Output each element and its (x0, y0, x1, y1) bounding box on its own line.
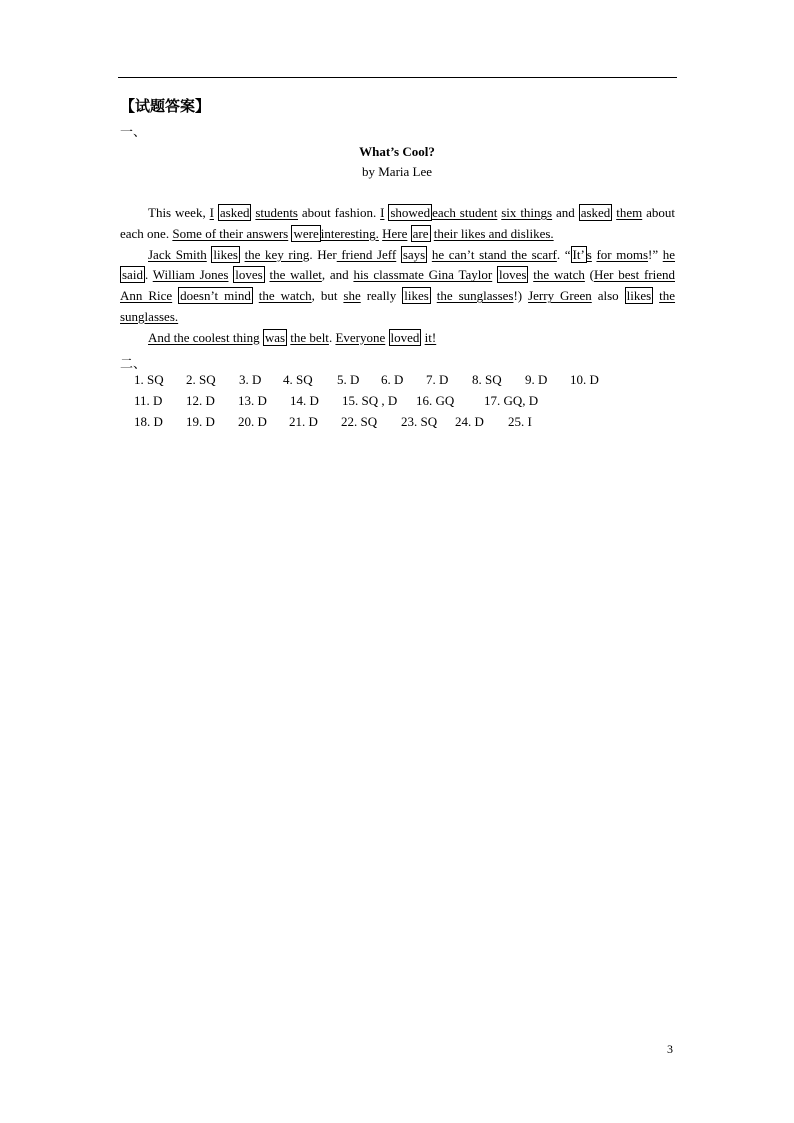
passage-title: What’s Cool? (359, 144, 435, 159)
answer-item: 15. SQ , D (342, 392, 398, 408)
answer-row (134, 412, 599, 433)
section-one-label: 一、 (120, 124, 147, 139)
boxed-word: doesn’t mind (180, 288, 251, 304)
answer-item: 6. D (381, 372, 404, 387)
answer-item: 22. SQ (341, 413, 378, 429)
answer-item: 18. D (134, 413, 163, 429)
answer-item: 17. GQ, D (484, 392, 539, 408)
answers-heading: 【试题答案】 (120, 99, 211, 115)
answer-item: 23. SQ (401, 413, 438, 429)
page-number: 3 (667, 1042, 673, 1056)
answer-item: 4. SQ (283, 372, 313, 387)
answer-item: 13. D (238, 392, 267, 408)
answer-item: 1. SQ (134, 372, 164, 387)
answer-item: 7. D (426, 372, 449, 387)
boxed-word: said (122, 267, 143, 283)
paragraph-1: This week, I asked students about fashion. I showed each student six things and asked them about each one. Some of their answers were interesting. Here are their likes and dislikes. (120, 205, 675, 241)
paragraph-2: Jack Smith likes the key ring. Her friend Jeff says he can’t stand the scarf. “ It’ s for moms!” he said . William Jones loves the wallet, and his classmate Gina Taylor loves the watch (Her best friend Ann Rice doesn’t mind the watch, but she really likes the sunglasses!) Jerry Green also likes the sunglasses. (120, 246, 676, 324)
answer-item: 25. I (508, 413, 532, 429)
passage-byline: by Maria Lee (361, 164, 433, 179)
answer-item: 2. SQ (186, 372, 216, 387)
answer-key (134, 370, 599, 432)
passage-body (120, 203, 675, 349)
header-rule (118, 77, 677, 78)
section-two-label: 二、 (120, 356, 147, 371)
boxed-word: likes (213, 246, 238, 262)
boxed-word: were (293, 225, 319, 241)
answer-item: 10. D (570, 372, 599, 387)
answer-item: 3. D (239, 372, 262, 387)
answer-item: 20. D (238, 413, 267, 429)
boxed-word: was (264, 329, 286, 345)
boxed-word: likes (404, 288, 429, 304)
answer-item: 14. D (290, 392, 319, 408)
answer-row (134, 370, 599, 391)
answer-item: 8. SQ (472, 372, 502, 387)
boxed-word: says (402, 246, 426, 262)
boxed-word: asked (580, 205, 611, 220)
answer-item: 5. D (337, 372, 360, 387)
boxed-word: loves (235, 267, 263, 283)
answer-item: 12. D (186, 392, 215, 408)
boxed-word: It’ (572, 246, 585, 262)
answer-item: 16. GQ (416, 392, 455, 408)
boxed-word: likes (626, 288, 652, 304)
boxed-word: are (412, 225, 429, 241)
answer-item: 24. D (455, 413, 484, 429)
boxed-word: asked (219, 205, 250, 220)
answer-item: 11. D (134, 392, 163, 408)
boxed-word: loves (498, 267, 527, 283)
boxed-word: showed (390, 205, 431, 220)
paragraph-3: And the coolest thing was the belt. Everyone loved it! (148, 329, 437, 345)
boxed-word: loved (390, 329, 420, 345)
answer-item: 9. D (525, 372, 548, 387)
answer-item: 21. D (289, 413, 318, 429)
answer-item: 19. D (186, 413, 215, 429)
answer-row (134, 391, 599, 412)
